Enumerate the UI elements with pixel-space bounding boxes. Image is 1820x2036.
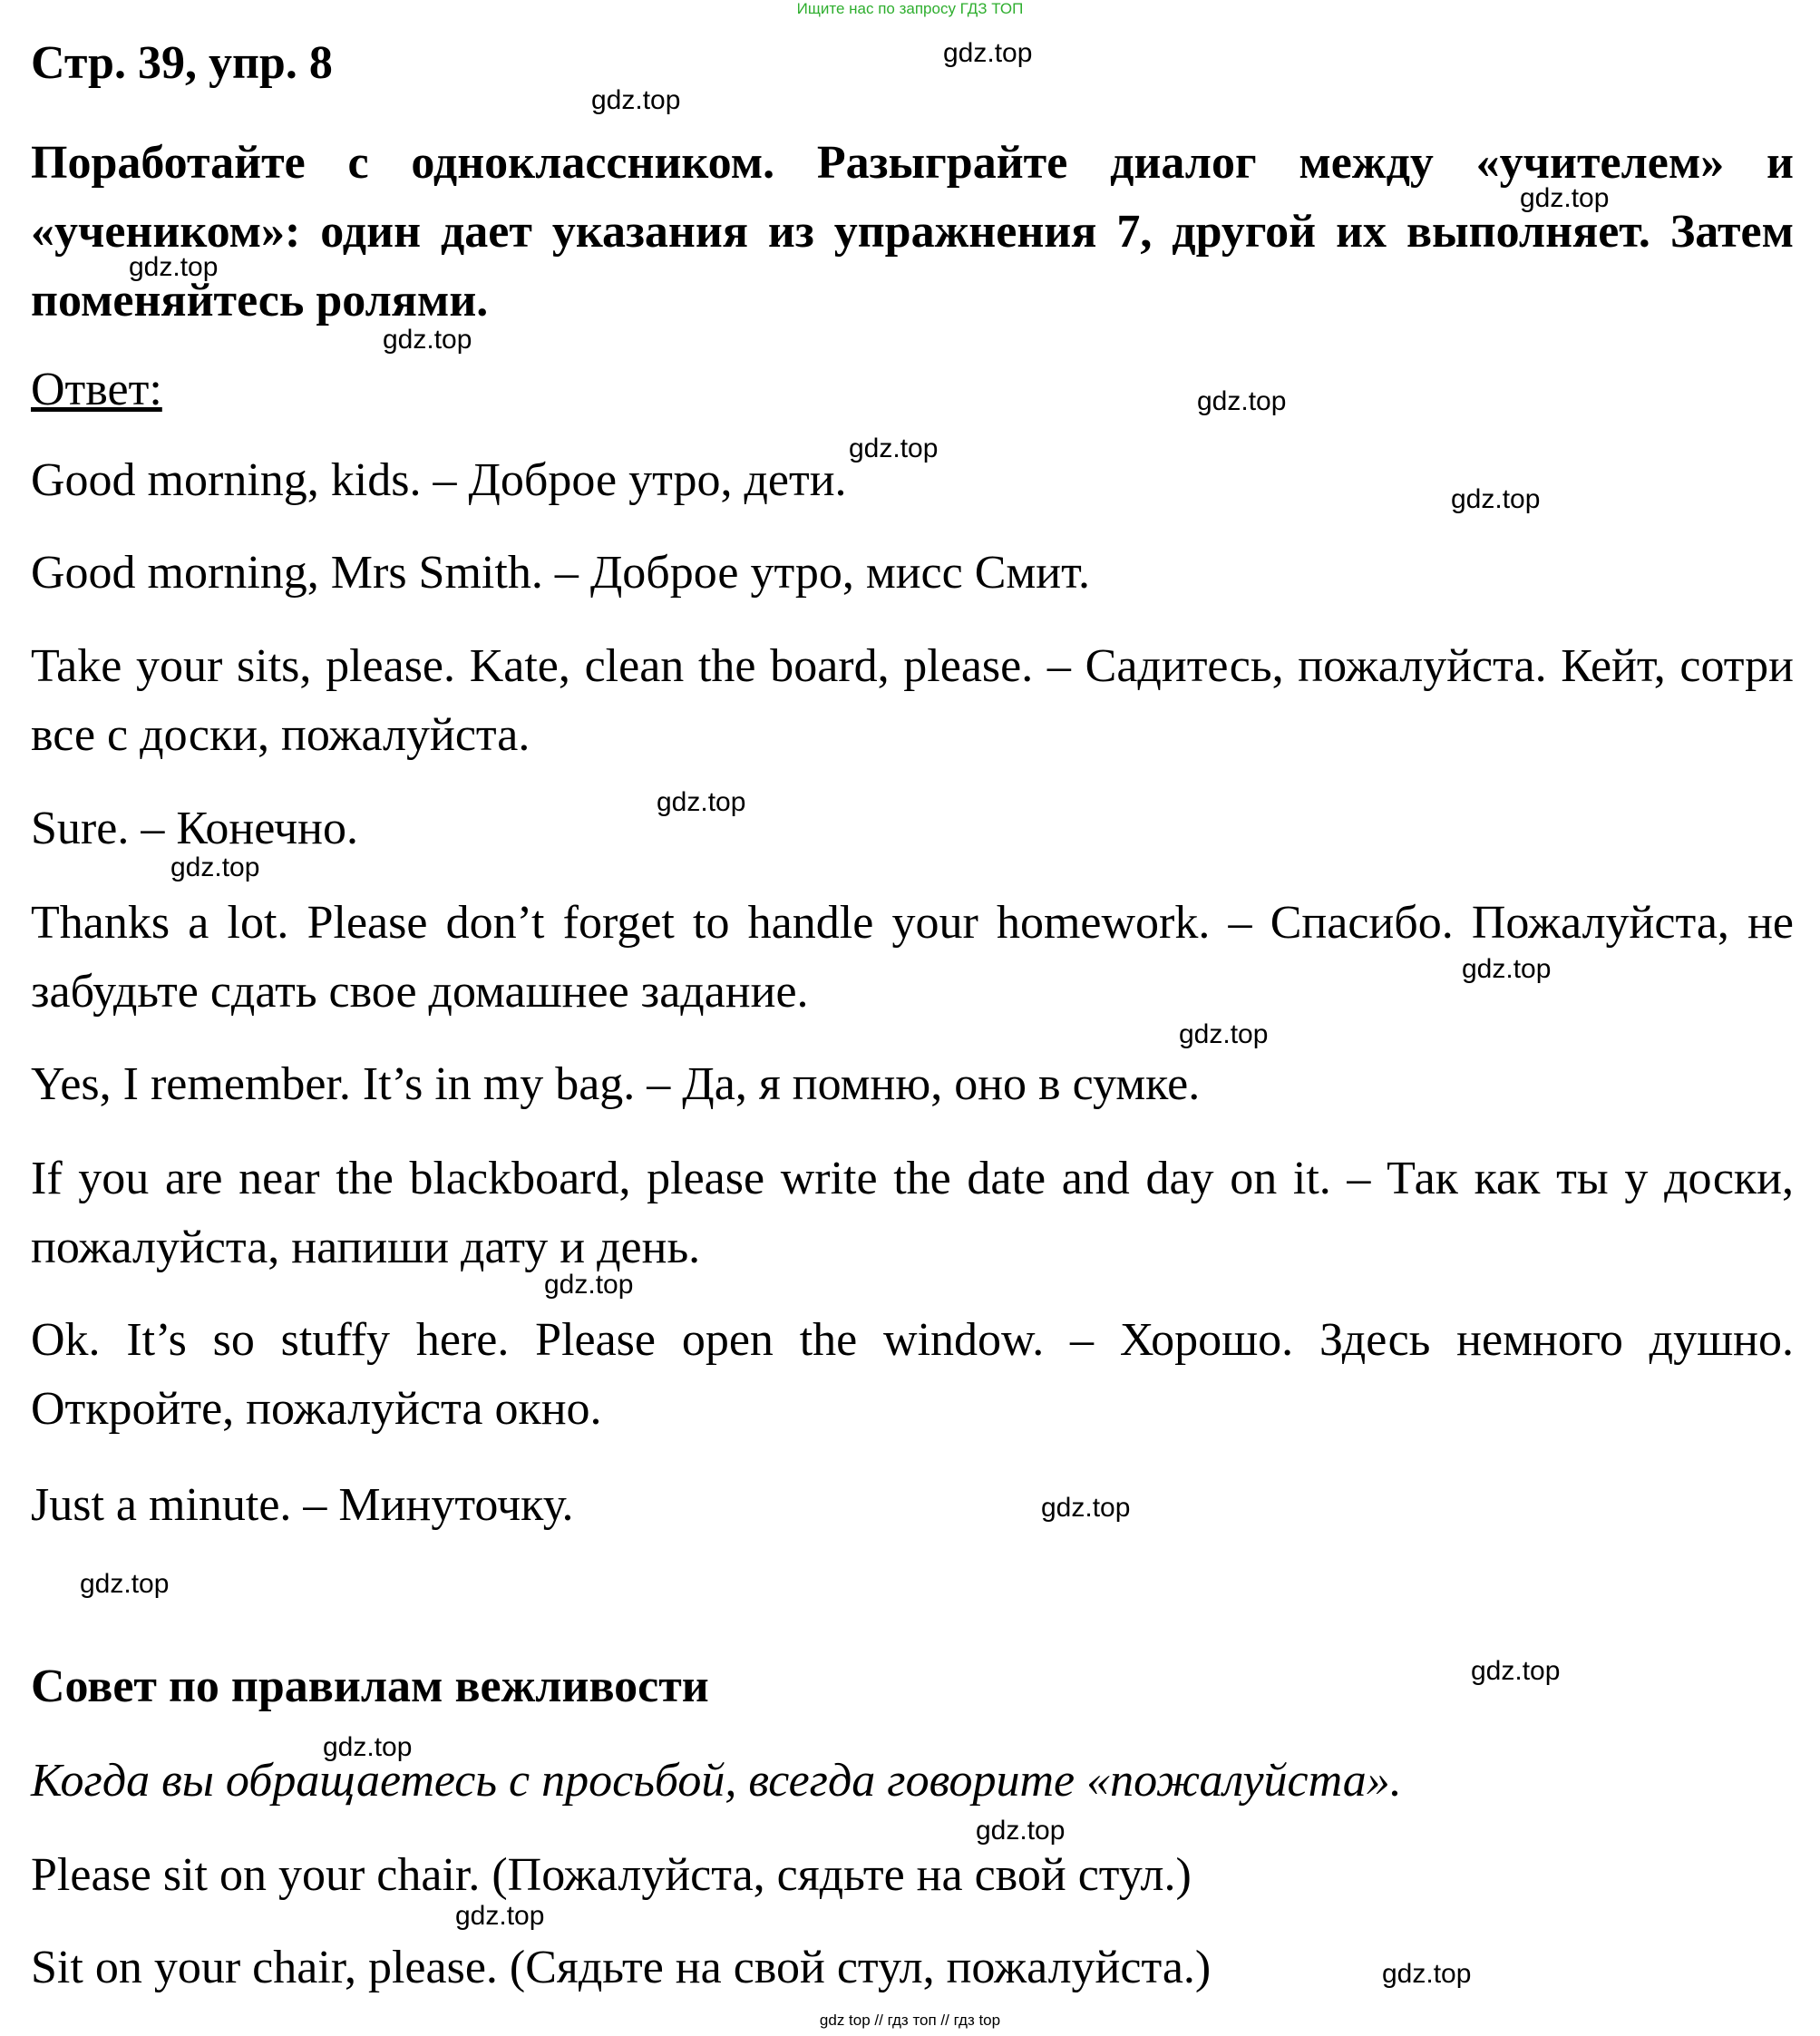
watermark: gdz.top	[943, 38, 1033, 68]
dialog-line: Sure. – Конечно.	[31, 803, 359, 854]
example-line: Sit on your chair, please. (Сядьте на свой стул, пожалуйста.)	[31, 1942, 1212, 1993]
dialog-line: Take your sits, please. Kate, clean the board, please. – Садитесь, пожалуйста. Кейт, сотри все с доски, пожалуйста.	[31, 640, 1794, 761]
dialog-line: Thanks a lot. Please don’t forget to handle your homework. – Спасибо. Пожалуйста, не забудьте сдать свое домашнее задание.	[31, 897, 1794, 1018]
watermark: gdz.top	[170, 852, 260, 882]
watermark: gdz.top	[1462, 954, 1552, 984]
watermark: gdz.top	[455, 1901, 545, 1931]
answer-label: Ответ:	[31, 364, 162, 415]
watermark: gdz.top	[1520, 183, 1610, 213]
watermark: gdz.top	[1179, 1019, 1269, 1049]
watermark: gdz.top	[976, 1816, 1066, 1846]
top-banner: Ищите нас по запросу ГДЗ ТОП	[796, 0, 1024, 17]
page-title: Стр. 39, упр. 8	[31, 37, 333, 89]
watermark: gdz.top	[1041, 1493, 1131, 1523]
dialog-line: Good morning, kids. – Доброе утро, дети.	[31, 454, 847, 506]
dialog-line: Yes, I remember. It’s in my bag. – Да, я помню, оно в сумке.	[31, 1058, 1201, 1110]
watermark: gdz.top	[657, 787, 746, 817]
watermark: gdz.top	[80, 1569, 170, 1599]
dialog-line: Ok. It’s so stuffy here. Please open the window. – Хорошо. Здесь немного душно. Откройте, пожалуйста окно.	[31, 1314, 1794, 1435]
dialog-line: Good morning, Mrs Smith. – Доброе утро, мисс Смит.	[31, 547, 1090, 599]
watermark: gdz.top	[1382, 1959, 1472, 1989]
watermark: gdz.top	[1451, 484, 1541, 514]
watermark: gdz.top	[849, 434, 939, 463]
watermark: gdz.top	[129, 252, 219, 282]
dialog-line: Just a minute. – Минуточку.	[31, 1479, 574, 1531]
watermark: gdz.top	[323, 1732, 413, 1762]
task-text: Поработайте с одноклассником. Разыграйте диалог между «учителем» и «учеником»: один дает указания из упражнения 7, другой их выполняет. Затем поменяйтесь ролями.	[31, 137, 1794, 326]
watermark: gdz.top	[1471, 1656, 1561, 1686]
tip-heading: Совет по правилам вежливости	[31, 1661, 709, 1712]
watermark: gdz.top	[1197, 386, 1287, 416]
example-line: Please sit on your chair. (Пожалуйста, сядьте на свой стул.)	[31, 1849, 1192, 1901]
watermark: gdz.top	[383, 325, 472, 355]
dialog-line: If you are near the blackboard, please write the date and day on it. – Так как ты у доски, пожалуйста, напиши дату и день.	[31, 1153, 1794, 1273]
watermark: gdz.top	[544, 1270, 634, 1300]
bottom-banner: gdz top // гдз топ // гдз top	[819, 2012, 1001, 2029]
watermark: gdz.top	[591, 85, 681, 115]
tip-italic: Когда вы обращаетесь с просьбой, всегда говорите «пожалуйста».	[31, 1755, 1402, 1807]
